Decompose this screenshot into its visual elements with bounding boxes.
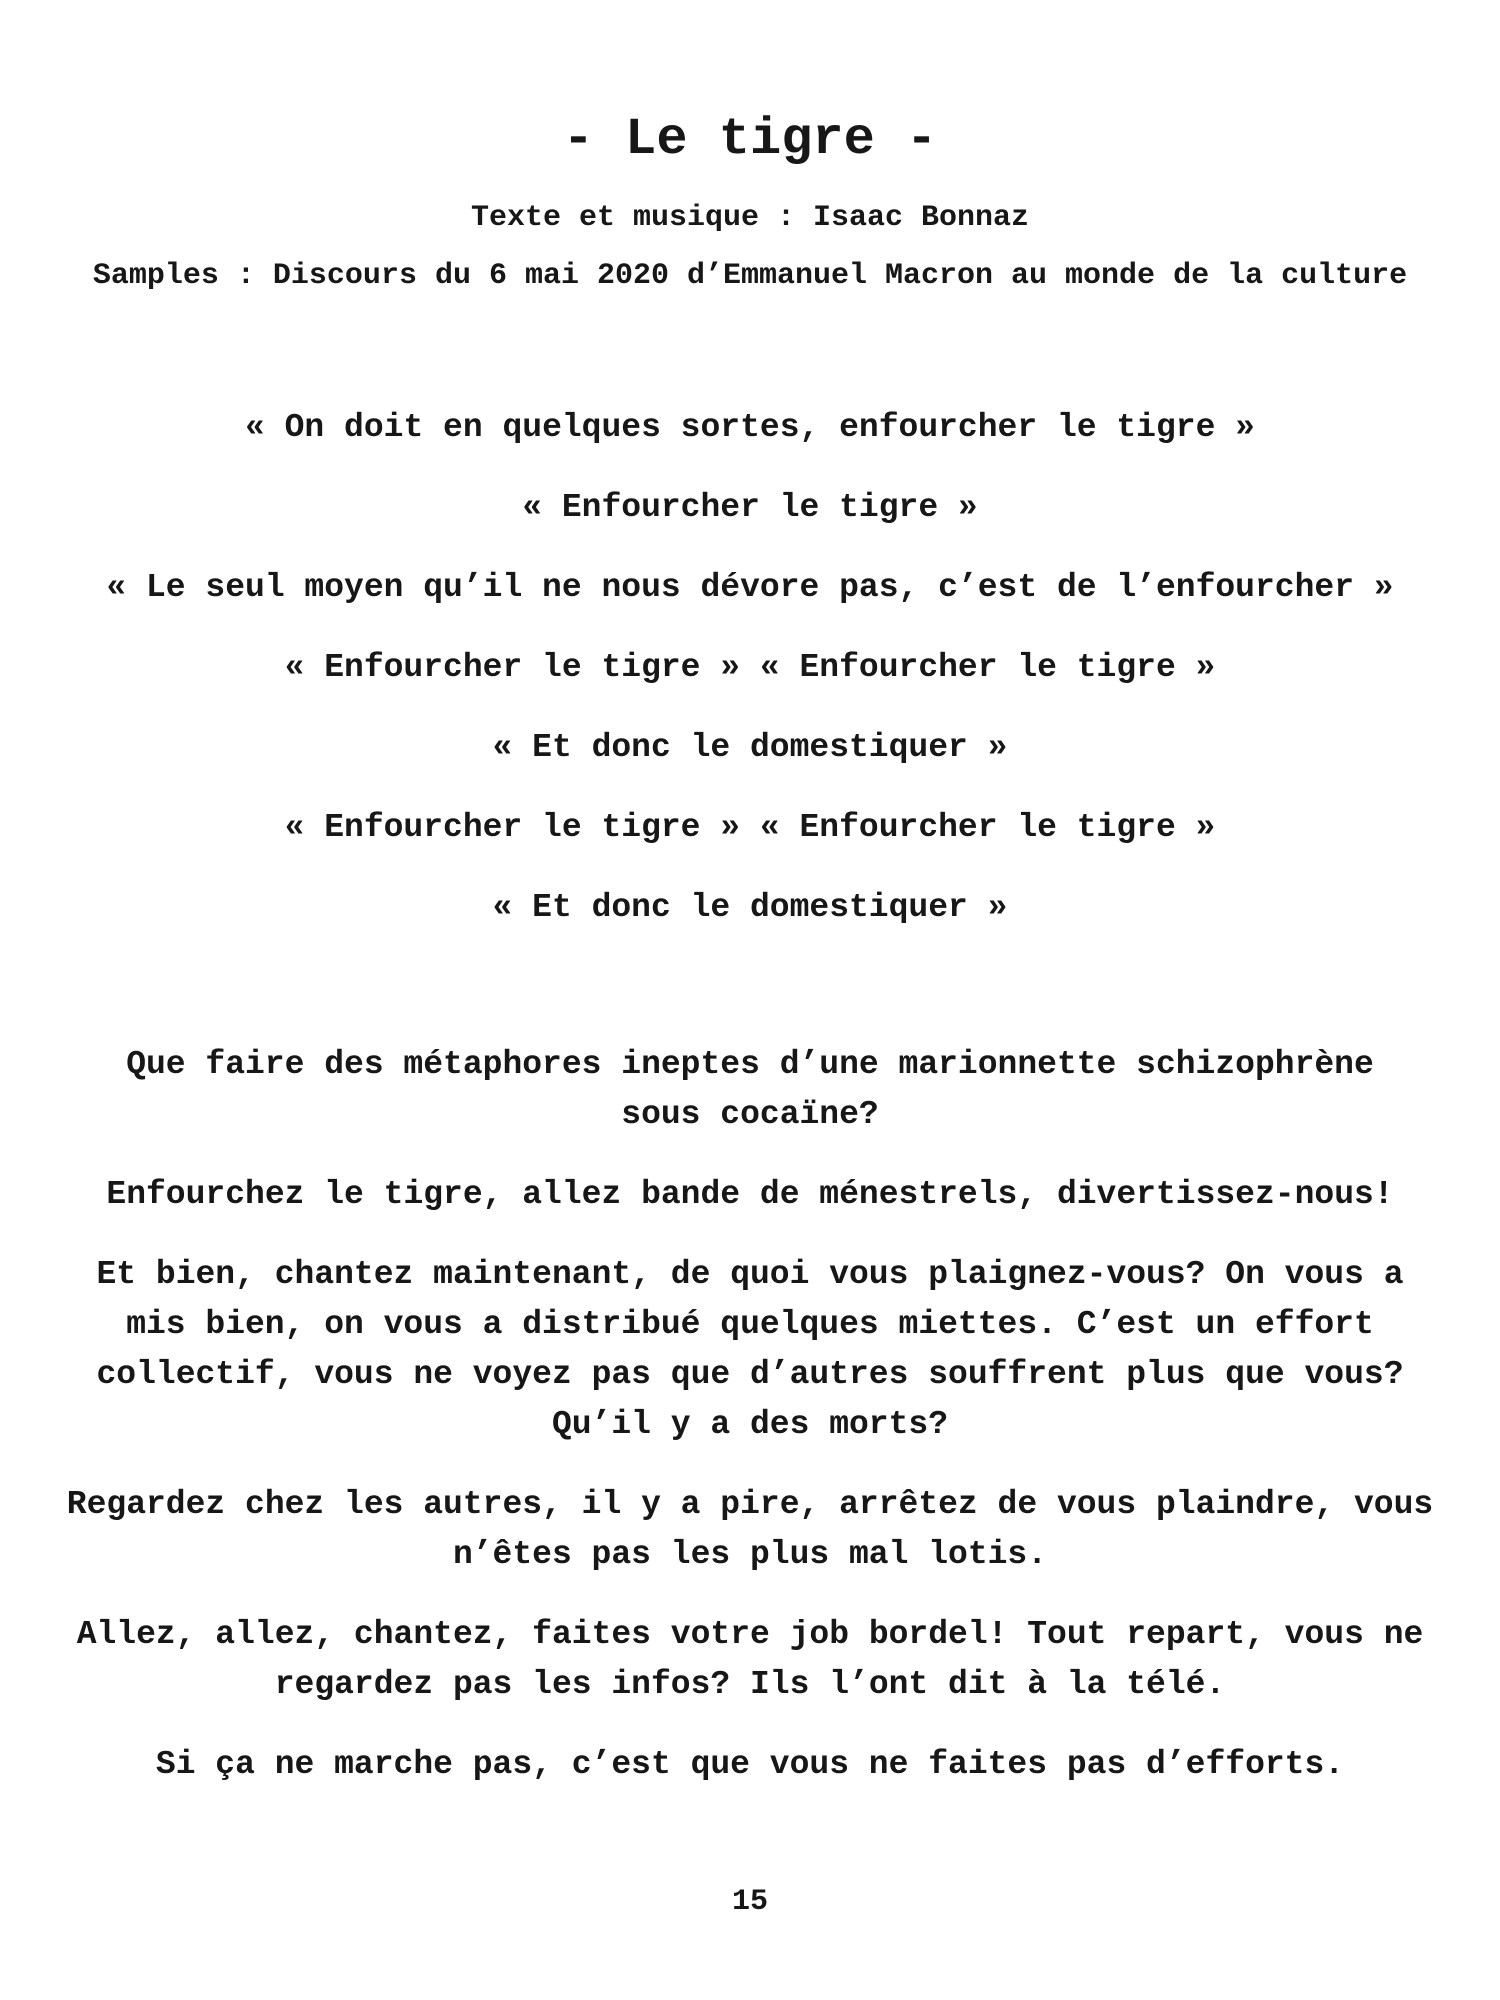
page-title: - Le tigre - [562,110,938,169]
quote-line: « Enfourcher le tigre » « Enfourcher le tigre » [284,809,1216,846]
quotes-section [0,388,1500,948]
quote-line: « Enfourcher le tigre » « Enfourcher le tigre » [284,649,1216,686]
quote-line: « Et donc le domestiquer » [492,889,1008,926]
quote-line: « Le seul moyen qu’il ne nous dévore pas, c’est de l’enfourcher » [106,569,1394,606]
quote-line: « Enfourcher le tigre » [522,489,978,526]
credit-line: Texte et musique : Isaac Bonnaz [470,201,1030,235]
lyrics-paragraph: Que faire des métaphores ineptes d’une marionnette schizophrène sous cocaïne? [126,1046,1374,1133]
lyrics-paragraph: Regardez chez les autres, il y a pire, arrêtez de vous plaindre, vous n’êtes pas les plus mal lotis. [66,1486,1434,1573]
quote-line: « Et donc le domestiquer » [492,729,1008,766]
lyrics-paragraph: Et bien, chantez maintenant, de quoi vous plaignez-vous? On vous a mis bien, on vous a distribué quelques miettes. C’est un effort collectif, vous ne voyez pas que d’autres souffrent plus que vous? Qu’il y a des morts? [96,1256,1404,1443]
lyrics-paragraph: Si ça ne marche pas, c’est que vous ne faites pas d’efforts. [155,1746,1345,1783]
lyrics-paragraph: Enfourchez le tigre, allez bande de ménestrels, divertissez-nous! [106,1176,1394,1213]
samples-line: Samples : Discours du 6 mai 2020 d’Emmanuel Macron au monde de la culture [92,259,1408,293]
page-number: 15 [731,1885,768,1919]
quote-line: « On doit en quelques sortes, enfourcher le tigre » [245,409,1255,446]
lyrics-section [0,1040,1500,1790]
lyrics-paragraph: Allez, allez, chantez, faites votre job bordel! Tout repart, vous ne regardez pas les infos? Ils l’ont dit à la télé. [76,1616,1424,1703]
